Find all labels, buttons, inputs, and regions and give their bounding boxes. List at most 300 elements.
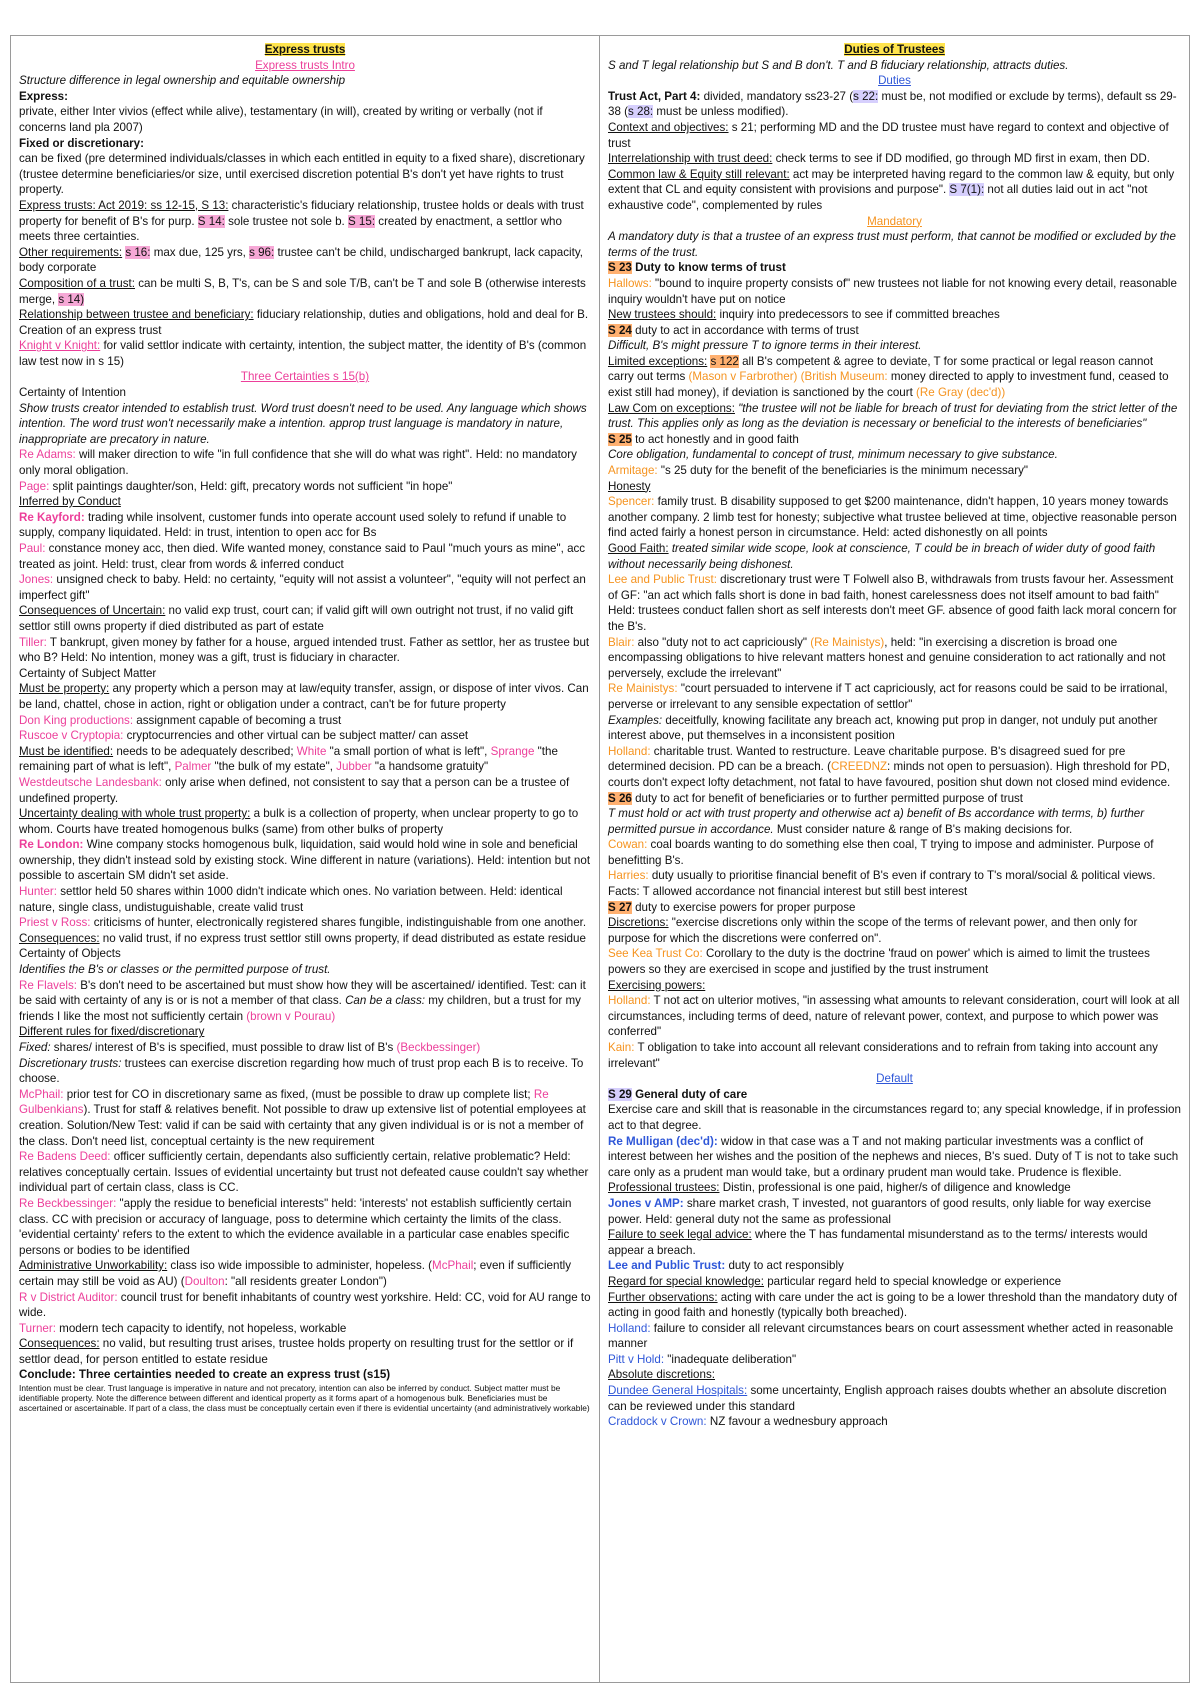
text-segment: Duties of Trustees xyxy=(844,43,945,56)
left-paragraph xyxy=(19,837,591,884)
text-segment: Regard for special knowledge: xyxy=(608,1274,764,1288)
left-paragraph xyxy=(19,151,591,198)
text-segment: Re Mainistys: xyxy=(608,682,678,696)
right-paragraph xyxy=(608,946,1181,977)
text-segment: White xyxy=(296,744,327,758)
left-paragraph xyxy=(19,1383,591,1413)
text-segment: duty usually to prioritise financial benefit of B's even if contrary to T's moral/social & political views. Facts: T allowed accordance not financial interest but still best interest xyxy=(608,869,1156,899)
text-segment: private, either Inter vivios (effect while alive), testamentary (in will), created by writing or verbally (not if concerns land pla 2007) xyxy=(19,105,543,134)
left-paragraph xyxy=(19,931,591,947)
text-segment: Ruscoe v Cryptopia: xyxy=(19,729,124,743)
left-paragraph xyxy=(19,1024,591,1040)
text-segment: cryptocurrencies and other virtual can be subject matter/ can asset xyxy=(123,729,469,743)
text-segment: Good Faith: xyxy=(608,542,669,555)
right-paragraph xyxy=(608,1290,1181,1321)
right-paragraph xyxy=(608,744,1181,791)
right-paragraph xyxy=(608,494,1181,541)
right-paragraph xyxy=(608,463,1181,479)
left-paragraph xyxy=(19,1321,591,1337)
text-segment: only arise when defined, not consistent to say that a person can be a trustee of undefined property. xyxy=(19,775,570,805)
text-segment: no valid, but resulting trust arises, trustee holds property on resulting trust for the settlor or if settlor dead, for person entitled to estate residue xyxy=(19,1337,574,1366)
text-segment: ; even if sufficiently certain may still be void as AU) ( xyxy=(19,1259,572,1288)
text-segment: trading while insolvent, customer funds into operate account used solely to refund if unable to supply, company liquidated. Held: in trust, intention to open acc for Bs xyxy=(19,510,567,540)
text-segment: Re Kayford: xyxy=(19,510,85,524)
text-segment: Other requirements: xyxy=(19,245,123,259)
text-segment: Turner: xyxy=(19,1321,56,1335)
text-segment: discretionary trust were T Folwell also B, withdrawals from trusts favour her. Assessment of GF: "an act which falls short is done in bad faith, honest carelessness does not itself amount to bad faith" Held: trustees conduct fallen short as self interests don't meet GF. absence of good faith lack moral concern for the B's. xyxy=(608,573,1177,633)
left-paragraph xyxy=(19,385,591,401)
right-paragraph xyxy=(608,260,1181,276)
text-segment: Identifies the B's or classes or the permitted purpose of trust. xyxy=(19,963,331,977)
right-paragraph xyxy=(608,1352,1181,1368)
text-segment: Corollary to the duty is the doctrine 'fraud on power' which is aimed to limit the trustees powers so they are exercised in scope and justified by the trust instrument xyxy=(608,947,1150,977)
text-segment: check terms to see if DD modified, go through MD first in exam, then DD. xyxy=(772,152,1150,166)
left-paragraph xyxy=(19,136,591,152)
right-paragraph xyxy=(608,1227,1181,1258)
text-segment: Palmer xyxy=(174,760,212,774)
text-segment: Certainty of Objects xyxy=(19,947,121,961)
left-paragraph xyxy=(19,73,591,89)
text-segment: act may be interpreted having regard to the common law & equity, but only extent that CL and equity consistent with provisions and purpose". xyxy=(608,167,1175,197)
left-paragraph xyxy=(19,1087,591,1149)
text-segment: no valid exp trust, court can; if valid gift will own outright not trust, if no valid gift settlor still owns property if died distributed as part of estate xyxy=(19,604,574,633)
text-segment: Jones v AMP: xyxy=(608,1196,684,1210)
left-paragraph xyxy=(19,198,591,245)
text-segment: Law Com on exceptions: xyxy=(608,401,735,415)
text-segment: Fixed or discretionary: xyxy=(19,136,144,150)
text-segment: Duties xyxy=(878,74,911,88)
text-segment: Conclude: Three certainties needed to create an express trust (s15) xyxy=(19,1368,391,1382)
text-segment: "a handsome gratuity" xyxy=(371,760,489,774)
text-segment: General duty of care xyxy=(631,1087,748,1101)
text-segment: my children, but a trust for my friends I like the most not sufficiently certain xyxy=(19,994,581,1023)
text-segment: council trust for benefit inhabitants of country west yorkshire. Held: CC, void for AU range to wide. xyxy=(19,1290,591,1320)
text-segment: B's don't need to be ascertained but must show how they will be ascertained/ identified. Test: can it be said with certainty of any is or is not a member of that class. xyxy=(19,978,586,1008)
text-segment: Administrative Unworkability: xyxy=(19,1259,168,1273)
right-paragraph xyxy=(608,1258,1181,1274)
text-segment: s 21; performing MD and the DD trustee must have regard to context and objective of trust xyxy=(608,120,1169,150)
text-segment: McPhail: xyxy=(19,1087,64,1101)
right-paragraph xyxy=(608,214,1181,230)
text-segment: assignment capable of becoming a trust xyxy=(133,713,342,727)
right-paragraph xyxy=(608,1274,1181,1290)
text-segment: (Mason v Farbrother) (British Museum: xyxy=(688,370,888,384)
text-segment: McPhail xyxy=(432,1259,474,1273)
right-paragraph xyxy=(608,1367,1181,1383)
text-segment: S 26 xyxy=(608,791,632,805)
text-segment: Consequences: xyxy=(19,931,100,945)
text-segment: Core obligation, fundamental to concept of trust, minimum necessary to give substance. xyxy=(608,448,1058,462)
text-segment: widow in that case was a T and not making particular investments was a conflict of interest between her wishes and the position of the nephews and nieces, B's sued. Duty of T is not to take such care only as a prudent man would take, but a ordinary prudent man would take. Prudence is flexible. xyxy=(608,1134,1179,1179)
text-segment: Armitage: xyxy=(608,464,658,478)
text-segment: Interrelationship with trust deed: xyxy=(608,152,773,166)
text-segment: (Re Gray (dec'd)) xyxy=(916,386,1006,400)
text-segment: Doulton xyxy=(184,1274,225,1288)
text-segment: "court persuaded to intervene if T act capriciously, act for reasons could be said to be irrational, perverse or irrelevant to any sensible expectation of settlor" xyxy=(608,682,1168,711)
text-segment: treated similar wide scope, look at conscience, T could be in breach of wider duty of good faith without necessarily being dishonest. xyxy=(608,542,1156,571)
right-paragraph xyxy=(608,837,1181,868)
text-segment: Honesty xyxy=(608,479,651,493)
text-segment: Distin, professional is one paid, higher/s of diligence and knowledge xyxy=(719,1181,1071,1195)
express-trusts-column xyxy=(11,36,600,1682)
text-segment: Examples: xyxy=(608,713,663,727)
text-segment: Lee and Public Trust: xyxy=(608,573,717,587)
left-paragraph xyxy=(19,666,591,682)
text-segment: Intention must be clear. Trust language is imperative in nature and not precatory, intention can also be inferred by conduct. Subject matter must be identifiable property. Note the difference between different and identical property as it forms apart of a homogenous bulk. Beneficiaries must be ascertained or ascertainable. If part of a class, the class must be conceptually certain even if there is evidential uncertainty (and administratively workable) xyxy=(19,1383,590,1414)
text-segment: criticisms of hunter, electronically registered shares fungible, indistinguishable from one another. xyxy=(90,916,587,930)
text-segment: where the T has fundamental misunderstand as to the terms/ interests would appear a breach. xyxy=(608,1228,1148,1257)
left-paragraph xyxy=(19,978,591,1025)
right-paragraph xyxy=(608,1180,1181,1196)
text-segment: "apply the residue to beneficial interests" held: 'interests' not establish sufficiently certain class. CC with precision or accuracy of language, poss to determine which certainty the limits of the class. 'evidential certainty' refers to the extent to which the evidence available in a particular case enables specific persons or bodies to be identified xyxy=(19,1196,572,1257)
text-segment: Jones: xyxy=(19,573,54,587)
text-segment: inquiry into predecessors to see if committed breaches xyxy=(716,308,1000,322)
right-paragraph xyxy=(608,354,1181,401)
text-segment: duty to act for benefit of beneficiaries or to further permitted purpose of trust xyxy=(631,791,1024,805)
text-segment: NZ favour a wednesbury approach xyxy=(706,1415,888,1429)
text-segment: Certainty of Intention xyxy=(19,386,126,400)
text-segment: duty to exercise powers for proper purpose xyxy=(631,900,856,914)
text-segment: duty to act in accordance with terms of trust xyxy=(631,323,859,337)
text-segment: Lee and Public Trust: xyxy=(608,1259,726,1273)
text-segment: Uncertainty dealing with whole trust property: xyxy=(19,807,251,821)
text-segment: Composition of a trust: xyxy=(19,276,135,290)
left-paragraph xyxy=(19,1149,591,1196)
right-paragraph xyxy=(608,338,1181,354)
left-paragraph xyxy=(19,915,591,931)
text-segment: deceitfully, knowing facilitate any breach act, knowing put prop in danger, not unduly put another interest above, put themselves in a inconsistent position xyxy=(608,713,1158,743)
right-paragraph xyxy=(608,541,1181,572)
text-segment: split paintings daughter/son, Held: gift, precatory words not sufficient "in hope" xyxy=(49,479,453,493)
text-segment: can be multi S, B, T's, can be S and sole T/B, can't be T and sole B (otherwise interests merge, xyxy=(19,276,586,306)
text-segment: trustee can't be child, undischarged bankrupt, lack capacity, body corporate xyxy=(19,245,583,275)
text-segment: Absolute discretions: xyxy=(608,1368,715,1382)
text-segment: : "all residents greater London") xyxy=(224,1274,387,1288)
text-segment: Holland: xyxy=(608,1321,651,1335)
text-segment: Kain: xyxy=(608,1041,635,1054)
text-segment: T not act on ulterior motives, "in assessing what amounts to relevant consideration, court will look at all circumstances, including terms of deed, nature of relevant power, context, and purpose to which power was conferred" xyxy=(608,994,1180,1039)
text-segment: S 14: xyxy=(197,214,225,228)
duties-of-trustees-column xyxy=(600,36,1189,1682)
text-segment: Can be a class: xyxy=(345,994,425,1008)
text-segment: s 16: xyxy=(125,245,151,259)
text-segment: Re London: xyxy=(19,838,84,852)
text-segment: not all duties laid out in act "not exhaustive code", complemented by rules xyxy=(608,183,1148,212)
text-segment: Limited exceptions: xyxy=(608,354,708,368)
text-segment: a bulk is a collection of property, when unclear property to go to whom. Courts have treated homogenous bulks (same) from other bulks of property xyxy=(19,807,579,836)
right-paragraph xyxy=(608,1102,1181,1133)
right-paragraph xyxy=(608,151,1181,167)
text-segment: Page: xyxy=(19,479,50,493)
text-segment: "the trustee will not be liable for breach of trust for deviating from the strict letter of the trust. This applies only as long as the deviation is necessary or beneficial to the interests of beneficiaries" xyxy=(608,401,1178,431)
right-paragraph xyxy=(608,900,1181,916)
left-paragraph xyxy=(19,635,591,666)
text-segment: (Beckbessinger) xyxy=(396,1041,481,1054)
text-segment: S 24 xyxy=(608,323,632,337)
text-segment: Default xyxy=(876,1072,913,1086)
text-segment: failure to consider all relevant circumstances bears on court assessment whether acted in reasonable manner xyxy=(608,1321,1174,1351)
text-segment: , held: "in exercising a discretion is broad one encompassing obligations to hive relevant matters honest and genuine consideration to act rationally and not perversely, exclude the irrelevant" xyxy=(608,635,1166,680)
text-segment: Mandatory xyxy=(867,214,922,228)
text-segment: s 22: xyxy=(853,89,879,103)
text-segment: Different rules for fixed/discretionary xyxy=(19,1025,205,1039)
text-segment: acting with care under the act is going to be a lower threshold than the mandatory duty of acting in good faith and honestly (typically both breached). xyxy=(608,1290,1178,1320)
left-paragraph xyxy=(19,479,591,495)
left-paragraph xyxy=(19,276,591,307)
text-segment: Holland: xyxy=(608,994,651,1008)
text-segment: Westdeutsche Landesbank: xyxy=(19,775,162,789)
text-segment: "the bulk of my estate", xyxy=(211,760,337,774)
left-paragraph xyxy=(19,744,591,775)
text-segment: S 27 xyxy=(608,900,632,914)
text-segment: "s 25 duty for the benefit of the beneficiaries is the minimum necessary" xyxy=(657,464,1029,478)
right-paragraph xyxy=(608,276,1181,307)
text-segment: will maker direction to wife "in full confidence that she will do what was right". Held: no mandatory only moral obligation. xyxy=(19,448,577,478)
text-segment: can be fixed (pre determined individuals/classes in which each entitled in equity to a fixed share), discretionary (trustee determine beneficiaries/or size, until exercised discretion potential B's don't yet have rights to trust property. xyxy=(19,152,585,197)
text-segment: s 122 xyxy=(710,354,739,368)
left-paragraph xyxy=(19,728,591,744)
left-paragraph xyxy=(19,681,591,712)
text-segment: Express: xyxy=(19,89,68,103)
text-segment: Certainty of Subject Matter xyxy=(19,666,157,680)
left-paragraph xyxy=(19,775,591,806)
text-segment: Trust Act, Part 4: xyxy=(608,89,701,103)
text-segment: Failure to seek legal advice: xyxy=(608,1228,752,1242)
text-segment: max due, 125 yrs, xyxy=(150,245,250,259)
text-segment: Professional trustees: xyxy=(608,1181,720,1195)
text-segment: Re Badens Deed: xyxy=(19,1150,111,1164)
text-segment: S 29 xyxy=(608,1087,632,1101)
text-segment: New trustees should: xyxy=(608,308,717,322)
text-segment: s 28: xyxy=(627,105,654,119)
text-segment: divided, mandatory ss23-27 ( xyxy=(700,89,854,103)
left-paragraph xyxy=(19,323,591,339)
text-segment: Exercise care and skill that is reasonable in the circumstances regard to; any special knowledge, if in profession act to that degree. xyxy=(608,1103,1181,1132)
text-segment: s 96: xyxy=(249,245,275,259)
text-segment: Three Certainties s 15(b) xyxy=(240,370,370,384)
text-segment: Re Flavels: xyxy=(19,978,77,992)
text-segment: Knight v Knight: xyxy=(19,339,101,353)
right-paragraph xyxy=(608,1383,1181,1414)
left-paragraph xyxy=(19,1258,591,1289)
right-paragraph xyxy=(608,1414,1181,1430)
text-segment: charitable trust. Wanted to restructure. Leave charitable purpose. B's disagreed sued for pre determined decision. PD can be a breach. ( xyxy=(608,744,1126,774)
left-paragraph xyxy=(19,572,591,603)
text-segment: no valid trust, if no express trust settlor still owns property, if dead distributed as estate residue xyxy=(99,931,586,945)
text-segment: Difficult, B's might pressure T to ignore terms in their interest. xyxy=(608,339,922,353)
right-paragraph xyxy=(608,915,1181,946)
right-paragraph xyxy=(608,978,1181,994)
text-segment: Duty to know terms of trust xyxy=(631,261,786,275)
left-paragraph xyxy=(19,89,591,105)
right-paragraph xyxy=(608,229,1181,260)
right-paragraph xyxy=(608,1134,1181,1181)
left-paragraph xyxy=(19,1056,591,1087)
right-paragraph xyxy=(608,806,1181,837)
text-segment: s 14) xyxy=(58,292,85,306)
text-segment: T obligation to take into account all relevant considerations and to refrain from taking into account any irrelevant" xyxy=(608,1041,1158,1070)
right-paragraph xyxy=(608,432,1181,448)
text-segment: See Kea Trust Co: xyxy=(608,947,703,961)
text-segment: duty to act responsibly xyxy=(725,1259,844,1273)
right-paragraph xyxy=(608,635,1181,682)
right-paragraph xyxy=(608,681,1181,712)
text-segment: Must consider nature & range of B's making decisions for. xyxy=(773,822,1073,836)
text-segment: to act honestly and in good faith xyxy=(631,432,799,446)
left-paragraph xyxy=(19,884,591,915)
text-segment: Common law & Equity still relevant: xyxy=(608,167,790,181)
text-segment: T must hold or act with trust property and otherwise act a) benefit of Bs accordance with terms, b) further permitted pursue in accordance. xyxy=(608,807,1145,836)
text-segment: Hunter: xyxy=(19,885,58,899)
text-segment: Sprange xyxy=(490,744,535,758)
text-segment: Paul: xyxy=(19,542,46,555)
text-segment: Inferred by Conduct xyxy=(19,495,121,509)
right-paragraph xyxy=(608,73,1181,89)
left-paragraph xyxy=(19,1290,591,1321)
text-segment: some uncertainty, English approach raises doubts whether an absolute discretion can be reviewed under this standard xyxy=(608,1384,1167,1413)
right-paragraph xyxy=(608,323,1181,339)
text-segment: Priest v Ross: xyxy=(19,916,91,930)
text-segment: particular regard held to special knowledge or experience xyxy=(763,1274,1062,1288)
text-segment: Context and objectives: xyxy=(608,120,729,134)
left-paragraph xyxy=(19,338,591,369)
text-segment: S 7(1): xyxy=(949,183,985,197)
text-segment: prior test for CO in discretionary same as fixed, (must be possible to draw up complete list; xyxy=(63,1087,534,1101)
text-segment: Discretions: xyxy=(608,916,669,930)
text-segment: T bankrupt, given money by father for a house, argued intended trust. Father as settlor, her as trustee but who B? Held: No intention, money was a gift, trust is fiduciary in character. xyxy=(19,635,590,665)
text-segment: characteristic's fiduciary relationship, trustee holds or deals with trust property for benefit of B's for purp. xyxy=(19,198,584,228)
text-segment: Consequences of Uncertain: xyxy=(19,604,166,618)
text-segment: "exercise discretions only within the scope of the terms of relevant power, and then only for purpose for which the discretions were conferred on". xyxy=(608,916,1138,945)
left-paragraph xyxy=(19,1336,591,1367)
text-segment: Must be property: xyxy=(19,682,110,696)
right-paragraph xyxy=(608,1196,1181,1227)
text-segment: family trust. B disability supposed to get $200 maintenance, didn't happen, 10 years money towards another company. 2 limb test for honesty; subjective what trustee believed at time, objective reasonable person find acted fairly a honest person in circumstance. Held: acted dishonestly on all points xyxy=(608,495,1177,540)
left-paragraph xyxy=(19,447,591,478)
right-paragraph xyxy=(608,42,1181,58)
text-segment: Consequences: xyxy=(19,1337,100,1351)
right-paragraph xyxy=(608,58,1181,74)
text-segment: Express trusts: Act 2019: ss 12-15, S 13: xyxy=(19,198,229,212)
left-paragraph xyxy=(19,962,591,978)
text-segment: fiduciary relationship, duties and obligations, hold and deal for B. xyxy=(253,308,589,322)
text-segment: Express trusts xyxy=(264,43,346,56)
text-segment: Tiller: xyxy=(19,635,47,649)
right-paragraph xyxy=(608,1040,1181,1071)
text-segment: Re Mulligan (dec'd): xyxy=(608,1134,718,1148)
text-segment: Don King productions: xyxy=(19,713,134,727)
left-paragraph xyxy=(19,1040,591,1056)
text-segment: any property which a person may at law/equity transfer, assign, or dispose of inter vivos. Can be land, chattel, chose in action, right or obligation under a contract, can't be for future property xyxy=(19,682,589,711)
right-paragraph xyxy=(608,1087,1181,1103)
left-paragraph xyxy=(19,603,591,634)
text-segment: Must be identified: xyxy=(19,744,114,758)
text-segment: "a small portion of what is left", xyxy=(326,744,491,758)
text-segment: Blair: xyxy=(608,635,635,649)
left-paragraph xyxy=(19,369,591,385)
text-segment: money directed to apply to investment fund, ceased to exist still had money), if deviation is sanctioned by the court xyxy=(608,370,1169,400)
left-paragraph xyxy=(19,713,591,729)
text-segment: S 25 xyxy=(608,432,632,446)
text-segment: Creation of an express trust xyxy=(19,323,162,337)
text-segment: Show trusts creator intended to establish trust. Word trust doesn't need to be used. Any language which shows intention. The word trust won't necessarily make a intention. approp trust language is mandatory in nature, inappropriate are precatory in nature. xyxy=(19,401,587,446)
text-segment: Structure difference in legal ownership and equitable ownership xyxy=(19,74,346,88)
text-segment: Discretionary trusts: xyxy=(19,1056,122,1070)
left-paragraph xyxy=(19,104,591,135)
document-page xyxy=(10,35,1190,1683)
text-segment: for valid settlor indicate with certainty, intention, the subject matter, the identity of B's (common law test now in s 15) xyxy=(19,339,587,368)
text-segment: constance money acc, then died. Wife wanted money, constance said to Paul "much yours as mine", acc treated as joint. Held: trust, clear from words & inferred conduct xyxy=(19,542,586,571)
text-segment: Jubber xyxy=(336,760,372,774)
left-paragraph xyxy=(19,806,591,837)
text-segment: Re Adams: xyxy=(19,448,76,462)
text-segment: Cowan: xyxy=(608,838,648,852)
left-paragraph xyxy=(19,42,591,58)
text-segment: Hallows: xyxy=(608,276,652,290)
text-segment: Holland: xyxy=(608,744,651,758)
text-segment: Wine company stocks homogenous bulk, liquidation, said would hold wine in sole and beneficial ownership, they didn't instead sold by existing stock. Wine different in nature (variations). Held: intention but not possible to ascertain SM didn't set aside. xyxy=(19,838,591,883)
text-segment: share market crash, T invested, not guarantors of good results, only liable for way exercise power. Held: general duty not the same as professional xyxy=(608,1196,1152,1226)
text-segment: A mandatory duty is that a trustee of an express trust must perform, that cannot be modified or excluded by the terms of the trust. xyxy=(608,230,1176,259)
right-paragraph xyxy=(608,479,1181,495)
left-paragraph xyxy=(19,307,591,323)
text-segment: Dundee General Hospitals: xyxy=(608,1384,748,1398)
text-segment: created by enactment, a settlor who meets three certainties. xyxy=(19,214,562,244)
text-segment: Spencer: xyxy=(608,495,655,509)
right-paragraph xyxy=(608,401,1181,432)
left-paragraph xyxy=(19,58,591,74)
left-paragraph xyxy=(19,245,591,276)
text-segment: Relationship between trustee and beneficiary: xyxy=(19,308,254,322)
right-paragraph xyxy=(608,167,1181,214)
text-segment: S and T legal relationship but S and B don't. T and B fiduciary relationship, attracts duties. xyxy=(608,58,1069,72)
right-paragraph xyxy=(608,713,1181,744)
text-segment: also "duty not to act capriciously" xyxy=(634,635,811,649)
left-paragraph xyxy=(19,494,591,510)
text-segment: trustees can exercise discretion regarding how much of trust prop each B is to receive. To choose. xyxy=(19,1056,584,1086)
text-segment: S 23 xyxy=(608,261,632,275)
text-segment: Pitt v Hold: xyxy=(608,1352,665,1366)
text-segment: needs to be adequately described; xyxy=(113,744,297,758)
right-paragraph xyxy=(608,993,1181,1040)
text-segment: Craddock v Crown: xyxy=(608,1415,707,1429)
right-paragraph xyxy=(608,89,1181,120)
text-segment: shares/ interest of B's is specified, must possible to draw list of B's xyxy=(50,1041,397,1054)
text-segment: unsigned check to baby. Held: no certainty, "equity will not assist a volunteer", "equity will not perfect an imperfect gift" xyxy=(19,573,586,602)
text-segment: Harries: xyxy=(608,869,649,883)
text-segment: Re Beckbessinger: xyxy=(19,1196,117,1210)
text-segment: Fixed: xyxy=(19,1041,51,1054)
text-segment: class iso wide impossible to administer, hopeless. ( xyxy=(167,1259,433,1273)
text-segment: all B's competent & agree to deviate, T for some practical or legal reason cannot carry out terms xyxy=(608,354,1154,384)
text-segment: must be, not modified or exclude by terms), default ss 29-38 ( xyxy=(608,89,1177,119)
text-segment: ). Trust for staff & relatives benefit. Not possible to draw up extensive list of potential employees at creation. Solution/New Test: valid if can be said with certainty that any given individual is or is not a member of the class. Don't need list, conceptual certainty is the new requirement xyxy=(19,1103,586,1148)
right-paragraph xyxy=(608,1071,1181,1087)
text-segment: Exercising powers: xyxy=(608,978,706,992)
text-segment: Re Gulbenkians xyxy=(19,1087,549,1117)
text-segment: : minds not open to persuasion). High threshold for PD, courts don't expect lofty detachment, not fatal to have favoured, position shut down not closed mind evidence. xyxy=(608,760,1171,789)
text-segment: must be unless modified). xyxy=(653,105,789,119)
text-segment: CREEDNZ xyxy=(830,760,888,774)
text-segment: "inadequate deliberation" xyxy=(664,1352,797,1366)
text-segment: S 15: xyxy=(347,214,376,228)
text-segment: Further observations: xyxy=(608,1290,718,1304)
text-segment: (brown v Pourau) xyxy=(246,1009,336,1023)
text-segment: "the remaining part of what is left", xyxy=(19,744,558,774)
text-segment: (Re Mainistys) xyxy=(810,635,885,649)
left-paragraph xyxy=(19,401,591,448)
text-segment: modern tech capacity to identify, not hopeless, workable xyxy=(55,1321,347,1335)
